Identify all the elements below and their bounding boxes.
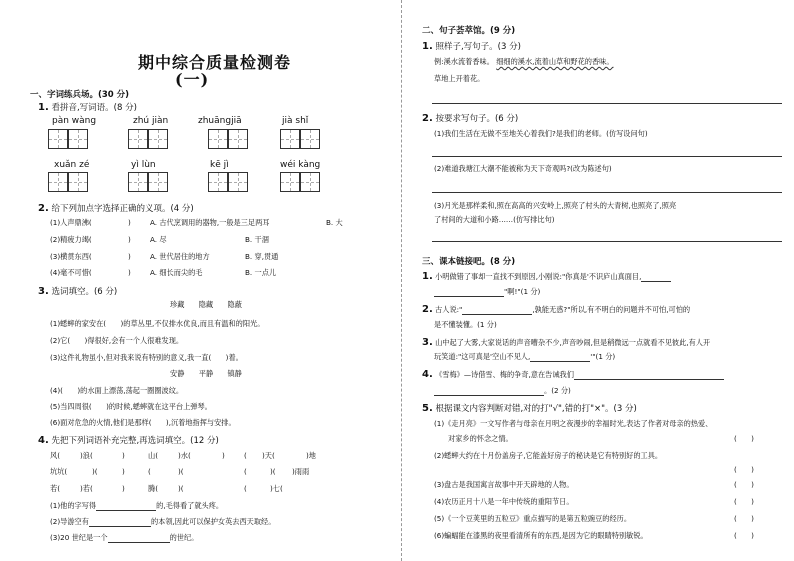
task-sentence: (3)月光是那样柔和,照在高高的兴安岭上,照亮了村头的大青树,也照亮了,照亮 (434, 201, 677, 210)
task-sentence: (1)我们生活在无做不至地关心着我们?是我们的老师。(仿写设问句) (434, 129, 648, 138)
writing-box[interactable] (68, 129, 88, 149)
answer-blank[interactable] (108, 542, 170, 543)
answer-bracket[interactable]: ( ) (734, 480, 754, 489)
answer-bracket[interactable]: ( ) (734, 497, 754, 506)
section-2-heading: 二、句子荟萃馆。(9 分) (422, 26, 516, 36)
fill-sentence: (1)蟋蟀的家安在( )的草丛里,不仅排水优良,而且有温和的阳光。 (50, 319, 265, 328)
right-column: 二、句子荟萃馆。(9 分) 1. 照样子,写句子。(3 分) 例:溪水流着香味。 细细的溪水,流着山草和野花的香味。 草地上开着花。 2. 按要求写句子。(6 分) (1)我们生活在无做不至地关心着我们?是我们的老师。(仿写设问句) (2)难道我塘江大潮不能被称为天下奇观吗?(改为陈述句) (3)月光是那样柔和,照在高高的兴安岭上,照亮了村头的大青树,也照亮了,照亮 了村间的大道和小路……(仿写排比句) 三、课本链接吧。(8 分) 1. 小明做错了事却一直找不到原因,小刚说:"你真是'不识庐山真面目, "啊!"(1 分) 2. 古人说:" ,孰能无惑?"所以,有不明白的问题并不可怕,可怕的 是不懂装懂。(1 分) 3. 山中起了大雾,大家说话的声音嘈杂不少,声音吵闹,但是稍微远一点就看不见彼此,有人开 玩笑道:"这可真是'空山不见人, '"(1 分) 4. 《雪梅》—诗借雪、梅的争奇,意在告诫我们 。(2 分) 5. 根据课文内容判断对错,对的打"√",错的打"×"。(3 分) (1)《走月亮》一文写作者与母亲在月明之夜漫步的幸福时光,表达了作者对母亲的热爱、 对家乡的怀念之情。 ( ) (2)蟋蟀大约在十月份盖房子,它能盖好房子的秘诀是它有特别好的工具。 ( ) (3)盘古是我国寓言故事中开天辟地的人物。 ( ) (4)农历正月十八是一年中传统的重阳节日。 ( ) (5)《一个豆荚里的五粒豆》重点描写的是第五粒豌豆的经历。 ( ) (6)蝙蝠能在漆黑的夜里看清所有的东西,是因为它的眼睛特别敏锐。 ( ) (412, 0, 794, 561)
q3-5: 5. 根据课文内容判断对错,对的打"√",错的打"×"。(3 分) (422, 403, 637, 414)
writing-box[interactable] (280, 172, 300, 192)
section-1-heading: 一、字词练兵场。(30 分) (30, 90, 130, 100)
column-divider (401, 0, 402, 561)
answer-blank[interactable] (530, 361, 590, 362)
q3-2: 2. 古人说:" ,孰能无惑?"所以,有不明白的问题并不可怕,可怕的 (422, 304, 691, 315)
pinyin-label: yì lùn (131, 160, 156, 170)
pinyin-label: wéi kàng (280, 160, 321, 170)
writing-box[interactable] (300, 129, 320, 149)
answer-blank[interactable] (574, 379, 724, 380)
q2-1: 1. 照样子,写句子。(3 分) (422, 41, 521, 52)
writing-box[interactable] (48, 172, 68, 192)
pinyin-label: zhú jiàn (133, 116, 169, 126)
writing-box[interactable] (300, 172, 320, 192)
pinyin-label: jià shǐ (282, 116, 309, 126)
word-bank-1: 珍藏 隐藏 隐蔽 (170, 300, 242, 309)
writing-box[interactable] (228, 129, 248, 149)
fill-sentence: (2)它( )得很好,会有一个人很难发现。 (50, 336, 184, 345)
writing-box[interactable] (68, 172, 88, 192)
writing-box[interactable] (128, 172, 148, 192)
fill-sentence: (4)( )的水面上漂荡,荡起一圈圈波纹。 (50, 386, 184, 395)
section-3-heading: 三、课本链接吧。(8 分) (422, 257, 516, 267)
q3-4: 4. 《雪梅》—诗借雪、梅的争奇,意在告诫我们 (422, 369, 724, 380)
answer-blank[interactable] (96, 510, 156, 511)
writing-box[interactable] (128, 129, 148, 149)
fill-sentence: (3)20 世纪是一个 的世纪。 (50, 533, 199, 542)
fill-sentence: (6)面对危急的火情,他们是那样( ),沉着地指挥与安排。 (50, 418, 236, 427)
q3-1: 1. 小明做错了事却一直找不到原因,小刚说:"你真是'不识庐山真面目, (422, 271, 671, 282)
writing-box[interactable] (148, 129, 168, 149)
answer-blank[interactable] (462, 314, 532, 315)
fill-sentence: (5)当四周很( )的时候,蟋蟀就在这平台上弹琴。 (50, 402, 212, 411)
given-sentence: 草地上开着花。 (434, 74, 485, 83)
answer-bracket[interactable]: ( ) (734, 531, 754, 540)
q1-2: 2. 给下列加点字选择正确的义项。(4 分) (38, 203, 194, 214)
exam-title: 期中综合质量检测卷 (138, 53, 292, 72)
q2-2: 2. 按要求写句子。(6 分) (422, 113, 519, 124)
answer-bracket[interactable]: ( ) (734, 434, 754, 443)
writing-box[interactable] (148, 172, 168, 192)
answer-blank[interactable] (434, 296, 504, 297)
writing-box[interactable] (208, 129, 228, 149)
answer-line[interactable] (432, 241, 782, 242)
task-sentence: (2)难道我塘江大潮不能被称为天下奇观吗?(改为陈述句) (434, 164, 612, 173)
answer-blank[interactable] (641, 281, 671, 282)
writing-box[interactable] (280, 129, 300, 149)
answer-line[interactable] (432, 103, 782, 104)
answer-line[interactable] (432, 156, 782, 157)
pinyin-label: kē jì (210, 160, 229, 170)
writing-box[interactable] (208, 172, 228, 192)
fill-sentence: (1)他的字写得 的,毛得看了就头疼。 (50, 501, 224, 510)
pinyin-label: pàn wàng (52, 116, 97, 126)
task-sentence: 了村间的大道和小路……(仿写排比句) (434, 215, 555, 224)
writing-box[interactable] (228, 172, 248, 192)
q3-3: 3. 山中起了大雾,大家说话的声音嘈杂不少,声音吵闹,但是稍微远一点就看不见彼此,有人开 (422, 337, 711, 348)
answer-line[interactable] (432, 192, 782, 193)
answer-bracket[interactable]: ( ) (734, 514, 754, 523)
pinyin-label: zhuāngjiā (198, 116, 242, 126)
answer-bracket[interactable]: ( ) (734, 465, 754, 474)
q1-4: 4. 先把下列词语补充完整,再选词填空。(12 分) (38, 435, 219, 446)
example-sentence: 例:溪水流着香味。 细细的溪水,流着山草和野花的香味。 (434, 57, 614, 66)
writing-box[interactable] (48, 129, 68, 149)
q1-1: 1. 看拼音,写词语。(8 分) (38, 102, 137, 113)
fill-sentence: (2)导游空有 的本领,因此可以保护女英去西天取经。 (50, 517, 276, 526)
fill-sentence: (3)这件礼物虽小,但对我来说有特别的意义,我一直( )着。 (50, 353, 243, 362)
exam-subtitle: (一) (175, 70, 210, 89)
answer-blank[interactable] (89, 526, 151, 527)
left-column: 期中综合质量检测卷 (一) 一、字词练兵场。(30 分) 1. 看拼音,写词语。(8 分) pàn wàng zhú jiàn zhuāngjiā jià shǐ xuǎn zé yì lùn kē jì wéi kàng 2. 给下列加点字选择正确的义项。(4 分) (1)人声鼎沸( ) A. 古代烹调用的器物,一般是三足两耳 B. 大 (2)精疲力竭( ) A. 尽 B. 干涸 (3)横贯东西( ) A. 世代居住的地方 B. 穿,贯通 (4)毫不可惜( ) A. 细长而尖的毛 B. 一点儿 3. 选词填空。(6 分) 珍藏 隐藏 隐蔽 (1)蟋蟀的家安在( )的草丛里,不仅排水优良,而且有温和的阳光。 (2)它( )得很好,会有一个人很难发现。 (3)这件礼物虽小,但对我来说有特别的意义,我一直( )着。 安静 平静 镇静 (4)( )的水面上漂荡,荡起一圈圈波纹。 (5)当四周很( )的时候,蟋蟀就在这平台上弹琴。 (6)面对危急的火情,他们是那样( ),沉着地指挥与安排。 4. 先把下列词语补充完整,再选词填空。(12 分) 风( )浪( ) 山( )水( ) ( )天( )地 坑坑( )( ) ( )( ( )( )雨雨 若( )若( ) 腾( )( ( )七( (1)他的字写得 的,毛得看了就头疼。 (2)导游空有 的本领,因此可以保护女英去西天取经。 (3)20 世纪是一个 的世纪。 (0, 0, 395, 561)
word-bank-2: 安静 平静 镇静 (170, 369, 242, 378)
answer-blank[interactable] (434, 395, 544, 396)
q1-3: 3. 选词填空。(6 分) (38, 286, 118, 297)
pinyin-label: xuǎn zé (54, 160, 90, 170)
